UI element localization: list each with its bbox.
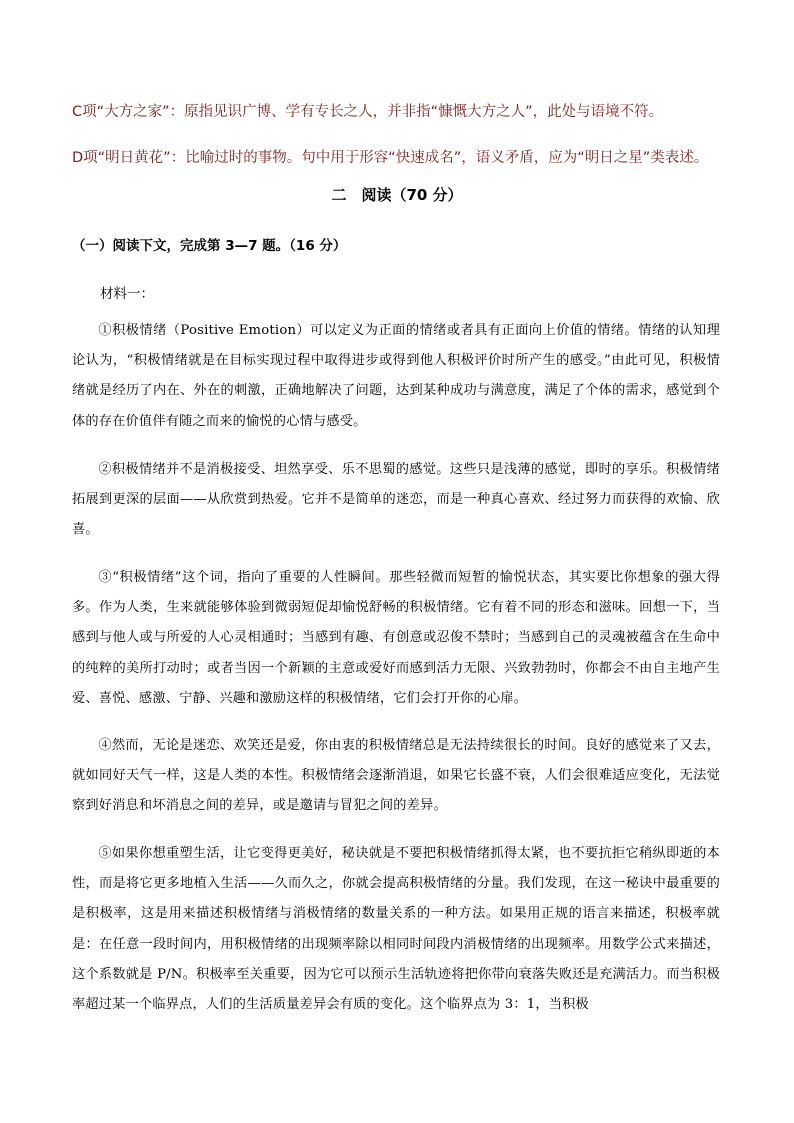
material-label: 材料一：: [100, 286, 154, 302]
question-header: （一）阅读下文，完成第 3—7 题。（16 分）: [72, 238, 347, 254]
answer-note-c: C项“大方之家”：原指见识广博、学有专长之人，并非指“慷慨大方之人”，此处与语境不符。: [72, 104, 664, 120]
answer-note-d: D项“明日黄花”：比喻过时的事物。句中用于形容“快速成名”，语义矛盾，应为“明日之星”类表述。: [72, 150, 709, 166]
paragraph-3: ③“积极情绪”这个词，指向了重要的人性瞬间。那些轻微而短暂的愉悦状态，其实要比你想象的强大得多。作为人类，生来就能够体验到微弱短促却愉悦舒畅的积极情绪。它有着不同的形态和滋味。回想一下，当感到与他人或与所爱的人心灵相通时；当感到有趣、有创意或忍俊不禁时；当感到自己的灵魂被蕴含在生命中的纯粹的美所打动时；或者当因一个新颖的主意或爱好而感到活力无限、兴致勃勃时，你都会不由自主地产生爱、喜悦、感激、宁静、兴趣和激励这样的积极情绪，它们会打开你的心扉。: [72, 570, 720, 706]
paragraph-4: ④然而，无论是迷恋、欢笑还是爱，你由衷的积极情绪总是无法持续很长的时间。良好的感觉来了又去，就如同好天气一样，这是人类的本性。积极情绪会逐渐消退，如果它长盛不衰，人们会很难适应变化，无法觉察到好消息和坏消息之间的差异，或是邀请与冒犯之间的差异。: [72, 738, 720, 814]
section-title: 二 阅读（70 分）: [331, 186, 463, 204]
paragraph-2: ②积极情绪并不是消极接受、坦然享受、乐不思蜀的感觉。这些只是浅薄的感觉，即时的享乐。积极情绪拓展到更深的层面——从欣赏到热爱。它并不是简单的迷恋，而是一种真心喜欢、经过努力而获得的欢愉、欣喜。: [72, 462, 720, 538]
paragraph-1: ①积极情绪（Positive Emotion）可以定义为正面的情绪或者具有正面向上价值的情绪。情绪的认知理论认为，“积极情绪就是在目标实现过程中取得进步或得到他人积极评价时所产生的感受。”由此可见，积极情绪就是经历了内在、外在的刺激，正确地解决了问题，达到某种成功与满意度，满足了个体的需求，感觉到个体的存在价值伴有随之而来的愉悦的心情与感受。: [72, 323, 720, 429]
paragraph-5: ⑤如果你想重塑生活，让它变得更美好，秘诀就是不要把积极情绪抓得太紧，也不要抗拒它稍纵即逝的本性，而是将它更多地植入生活——久而久之，你就会提高积极情绪的分量。我们发现，在这一秘诀中最重要的是积极率，这是用来描述积极情绪与消极情绪的数量关系的一种方法。如果用正规的语言来描述，积极率就是：在任意一段时间内，用积极情绪的出现频率除以相同时间段内消极情绪的出现频率。用数学公式来描述，这个系数就是 P/N。积极率至关重要，因为它可以预示生活轨迹将把你带向衰落失败还是充满活力。而当积极率超过某一个临界点，人们的生活质量差异会有质的变化。这个临界点为 3：1，当积极: [72, 846, 720, 1013]
